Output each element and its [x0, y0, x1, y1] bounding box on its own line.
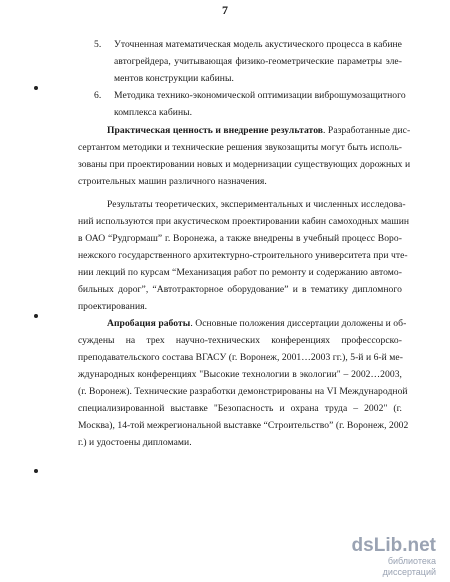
watermark-logo [336, 536, 436, 578]
paragraph-line [107, 318, 407, 330]
bold-lead: Апробация работы [107, 318, 191, 329]
list-item-line: автогрейдера, учитывающая физико-геометрические параметры эле- [114, 56, 402, 67]
paragraph-text: . Основные положения диссертации доложены и об- [190, 318, 407, 329]
paragraph-line: строительных машин различного назначения. [78, 176, 267, 187]
list-item-line: Методика технико-экономической оптимизации виброшумозащитного [114, 90, 406, 101]
margin-dot [34, 314, 38, 318]
paragraph-line: ний используются при акустическом проектировании кабин самоходных машин [78, 216, 410, 227]
paragraph-line: г.) и удостоены дипломами. [78, 437, 192, 448]
paragraph-line: суждены на трех научно-технических конференциях профессорско- [78, 335, 402, 346]
paragraph-text: . Разработанные дис- [323, 125, 411, 136]
list-number: 5. [94, 39, 102, 50]
watermark-main: dsLib.net [351, 535, 436, 556]
paragraph-line: нежского государственного архитектурно-строительного университета при чте- [78, 250, 408, 261]
paragraph-line: проектирования. [78, 301, 148, 312]
paragraph-line: в ОАО “Рудгормаш” г. Воронежа, а также внедрены в учебный процесс Воро- [78, 233, 402, 244]
paragraph-line: (г. Воронеж). Технические разработки демонстрированы на VI Международной [78, 386, 408, 397]
paragraph-line: зованы при проектировании новых и модернизации существующих дорожных и [78, 159, 411, 170]
margin-dot [34, 86, 38, 90]
list-number: 6. [94, 90, 102, 101]
paragraph-line: бильных дорог”, “Автотракторное оборудование” и в тематику дипломного [78, 284, 402, 295]
paragraph-line: ждународных конференциях "Высокие технологии в экологии" – 2002…2003, [78, 369, 402, 380]
watermark-sub: библиотека диссертаций [382, 556, 436, 577]
bold-lead: Практическая ценность и внедрение результатов [107, 125, 324, 136]
margin-dot [34, 469, 38, 473]
paragraph-line: сертантом методики и технические решения звукозащиты могут быть исполь- [78, 142, 402, 153]
paragraph-line: Москва), 14-той межрегиональной выставке “Строительство” (г. Воронеж, 2002 [78, 420, 409, 431]
list-item-line: ментов конструкции кабины. [114, 73, 234, 84]
page-number: 7 [222, 3, 228, 17]
paragraph-line: преподавательского состава ВГАСУ (г. Воронеж, 2001…2003 гг.), 5-й и 6-й ме- [78, 352, 403, 363]
list-item-line: комплекса кабины. [114, 107, 193, 118]
paragraph-line [107, 125, 411, 137]
list-item-line: Уточненная математическая модель акустического процесса в кабине [114, 39, 402, 50]
paragraph-line: специализированной выставке "Безопасность и охрана труда – 2002" (г. [78, 403, 402, 414]
paragraph-line: нии лекций по курсам “Механизация работ по ремонту и содержанию автомо- [78, 267, 402, 278]
paragraph-line: Результаты теоретических, экспериментальных и численных исследова- [107, 199, 406, 210]
